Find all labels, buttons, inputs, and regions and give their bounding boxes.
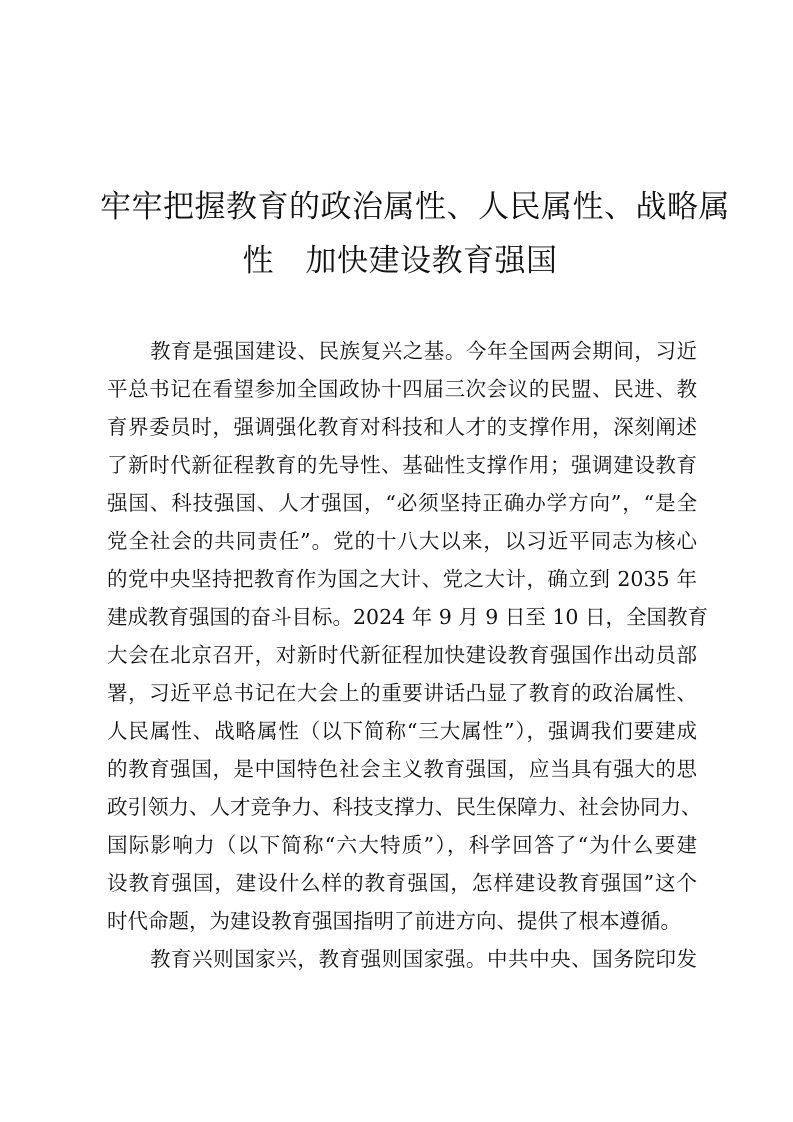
paragraph-1-line: 署，习近平总书记在大会上的重要讲话凸显了教育的政治属性、 [107, 681, 697, 705]
document-title-line-2: 性 加快建设教育强国 [242, 243, 558, 279]
paragraph-1-line: 人民属性、战略属性（以下简称“三大属性”），强调我们要建成 [107, 719, 697, 743]
paragraph-1-line: 设教育强国，建设什么样的教育强国，怎样建设教育强国”这个 [107, 871, 697, 895]
paragraph-1-line: 育界委员时，强调强化教育对科技和人才的支撑作用，深刻阐述 [107, 415, 697, 439]
paragraph-1-line: 大会在北京召开，对新时代新征程加快建设教育强国作出动员部 [107, 643, 697, 667]
paragraph-1-line: 政引领力、人才竞争力、科技支撑力、民生保障力、社会协同力、 [107, 795, 702, 819]
document-title-line-1: 牢牢把握教育的政治属性、人民属性、战略属 [100, 189, 730, 225]
paragraph-1-line: 时代命题，为建设教育强国指明了前进方向、提供了根本遵循。 [107, 909, 681, 933]
paragraph-1-line: 的党中央坚持把教育作为国之大计、党之大计，确立到 2035 年 [107, 567, 697, 591]
paragraph-1-line: 平总书记在看望参加全国政协十四届三次会议的民盟、民进、教 [107, 377, 697, 401]
paragraph-2-line: 教育兴则国家兴，教育强则国家强。中共中央、国务院印发 [150, 947, 697, 971]
paragraph-1-line: 教育是强国建设、民族复兴之基。今年全国两会期间，习近 [150, 339, 697, 363]
paragraph-1-line: 了新时代新征程教育的先导性、基础性支撑作用；强调建设教育 [107, 453, 697, 477]
paragraph-1-line: 国际影响力（以下简称“六大特质”），科学回答了“为什么要建 [107, 833, 697, 857]
paragraph-1-line: 党全社会的共同责任”。党的十八大以来，以习近平同志为核心 [107, 529, 697, 553]
paragraph-1-line: 的教育强国，是中国特色社会主义教育强国，应当具有强大的思 [107, 757, 697, 781]
paragraph-1-line: 建成教育强国的奋斗目标。2024 年 9 月 9 日至 10 日，全国教育 [107, 605, 708, 629]
paragraph-1-line: 强国、科技强国、人才强国，“必须坚持正确办学方向”，“是全 [107, 491, 697, 515]
